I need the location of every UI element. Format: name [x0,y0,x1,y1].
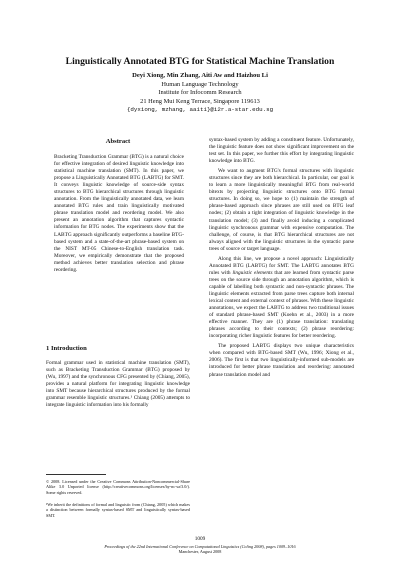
paper-authors: Deyi Xiong, Min Zhang, Aiti Aw and Haizhou Li [132,72,268,79]
footnote-1: ¹We inherit the definitions of formal and linguistic from (Chiang, 2005) which makes a distinction between formally syntax-based SMT and linguistically syntax-based SMT. [46,502,190,518]
text-span: Along this line, we propose a novel approach: Linguistically Annotated BTG (LABTG) for SMT. The LABTG annotates BTG rules with [209,255,354,276]
affiliation-line-3: 21 Heng Mui Keng Terrace, Singapore 119613 [140,97,260,105]
abstract-heading: Abstract [105,138,131,145]
introduction-text: Formal grammar used in statistical machine translation (SMT), such as Bracketing Transduction Grammar (BTG) proposed by (Wu, 1997) and the synchronous CFG presented by (Chiang, 2005), provides a natural platform for integrating linguistic knowledge into SMT because hierarchical structures produced by the formal grammar resemble linguistic structures.¹ Chiang (2005) attempts to integrate linguistic information into his formally [46,360,190,409]
author-emails: {dyxiong, mzhang, aaiti}@i2r.a-star.edu.sg [126,105,274,113]
affiliation-line-1: Human Language Technology [161,81,239,88]
emphasis-text: linguistic elements [232,269,273,276]
page-number: 1009 [194,536,206,542]
affiliation-line-2: Institute for Infocomm Research [158,89,242,97]
author-affiliation [0,81,400,114]
paragraph: syntax-based system by adding a constituent feature. Unfortunately, the linguistic feature does not show significant improvement on the test set. In this paper, we further this effort by integrating linguistic knowledge into BTG. [209,137,354,165]
text-span: that are learned from syntactic parse trees on the source side through an annotation algorithm, which is capable of labelling both syntactic and non-syntactic phrases. The linguistic elements extracted from parse trees capture both internal lexical content and external context of phrases. With these linguistic annotations, we expect the LABTG to address two traditional issues of standard phrase-based SMT (Koehn et al., 2003) in a more effective manner. They are (1) phrase translation: translating phrases according to their contexts; (2) phrase reordering: incorporating richer linguistic features for better reordering. [209,269,354,340]
footer-line-2: Manchester, August 2008 [178,549,222,555]
footer-proceedings: Proceedings of the 22nd International Conference on Computational Linguistics (Coling 2008), pages 1009–1016 [104,544,296,549]
right-column [209,137,354,382]
footnote-license: © 2008. Licensed under the Creative Commons Attribution-Noncommercial-Share Alike 3.0 Unported license (http://creativecommons.org/licenses/by-nc-sa/3.0/). Some rights reserved. [46,479,190,495]
paper-title: Linguistically Annotated BTG for Statistical Machine Translation [65,56,335,67]
section-heading-introduction: 1 Introduction [46,345,87,352]
paragraph [209,256,354,341]
footnote-rule [46,474,106,475]
paragraph: The proposed LABTG displays two unique characteristics when compared with BTG-based SMT (Wu, 1996; Xiong et al., 2006). The first is that two linguistically-informed sub-models are introduced for better phrase translation and reordering: annotated phrase translation model and [209,343,354,378]
abstract-text: Bracketing Transduction Grammar (BTG) is a natural choice for effective integration of desired linguistic knowledge into statistical machine translation (SMT). In this paper, we propose a Linguistically Annotated BTG (LABTG) for SMT. It conveys linguistic knowledge of source-side syntax structures to BTG hierarchical structures through linguistic annotation. From the linguistically annotated data, we learn annotated BTG rules and train linguistically motivated phrase translation model and reordering model. We also present an annotation algorithm that captures syntactic information for BTG nodes. The experiments show that the LABTG approach significantly outperforms a baseline BTG-based system and a state-of-the-art phrase-based system on the NIST MT-05 Chinese-to-English translation task. Moreover, we empirically demonstrate that the proposed method achieves better translation selection and phrase reordering. [54,154,184,273]
paragraph: We want to augment BTG's formal structures with linguistic structures since they are both hierarchical. In particular, our goal is to learn a more linguistically meaningful BTG from real-world bitexts by projecting linguistic structures onto BTG formal structures. In doing so, we hope to (1) maintain the strength of phrase-based approach since phrases are still used on BTG leaf nodes; (2) obtain a tight integration of linguistic knowledge in the translation model; (3) and finally avoid inducing a complicated linguistic synchronous grammar with expensive computation. The challenge, of course, is that BTG hierarchical structures are not always aligned with the linguistic structures in the syntactic parse trees of source or target language. [209,168,354,252]
proceedings-footer [0,544,400,555]
